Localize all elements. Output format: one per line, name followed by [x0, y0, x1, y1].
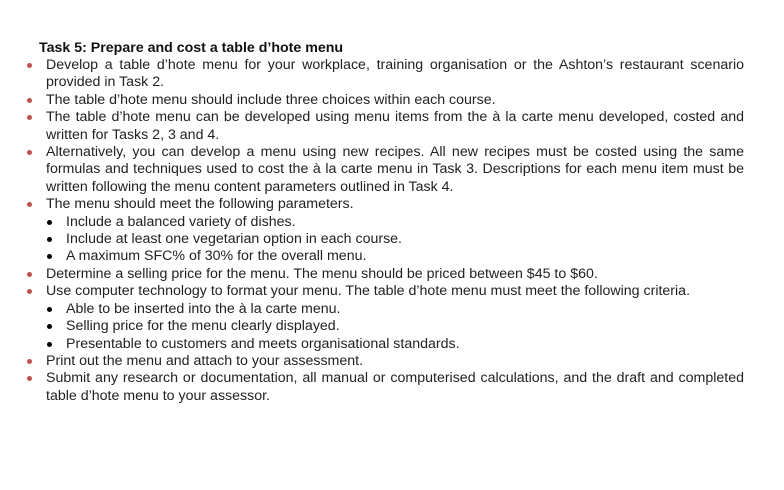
- task-item-text: Use computer technology to format your menu. The table d’hote menu must meet the following criteria.: [46, 283, 691, 300]
- task-item-text: Determine a selling price for the menu. The menu should be priced between $45 to $60.: [46, 265, 598, 282]
- task-item-text: The table d’hote menu can be developed using menu items from the à la carte menu developed, costed and written for Tasks 2, 3 and 4.: [46, 109, 744, 143]
- task-item-computer-technology: [0, 283, 784, 300]
- task-item-text: The table d’hote menu should include three choices within each course.: [46, 91, 496, 108]
- parameter-text: Include at least one vegetarian option in each course.: [66, 231, 402, 248]
- criteria-list: [0, 301, 784, 353]
- task-item-develop: [0, 57, 784, 92]
- task-item-text: The menu should meet the following parameters.: [46, 196, 354, 213]
- black-bullet-icon: [47, 220, 52, 225]
- red-bullet-icon: [27, 63, 32, 68]
- black-bullet-icon: [47, 324, 52, 329]
- black-bullet-icon: [47, 254, 52, 259]
- black-bullet-icon: [47, 307, 52, 312]
- task-list-continued: [0, 266, 784, 301]
- task-item-submit: [0, 370, 784, 405]
- parameter-text: Include a balanced variety of dishes.: [66, 213, 296, 230]
- task-title: Task 5: Prepare and cost a table d’hote menu: [39, 40, 344, 56]
- red-bullet-icon: [27, 359, 32, 364]
- black-bullet-icon: [47, 237, 52, 242]
- red-bullet-icon: [27, 289, 32, 294]
- red-bullet-icon: [27, 98, 32, 103]
- parameter-item: [0, 248, 784, 265]
- red-bullet-icon: [27, 376, 32, 381]
- task-item-new-recipes: [0, 144, 784, 196]
- criteria-item: [0, 301, 784, 318]
- parameter-text: A maximum SFC% of 30% for the overall menu.: [66, 248, 367, 265]
- parameter-item: [0, 231, 784, 248]
- black-bullet-icon: [47, 342, 52, 347]
- task-item-selling-price: [0, 266, 784, 283]
- task-item-three-choices: [0, 92, 784, 109]
- criteria-text: Presentable to customers and meets organisational standards.: [66, 335, 460, 352]
- red-bullet-icon: [27, 115, 32, 120]
- task-item-text: Print out the menu and attach to your assessment.: [46, 352, 364, 369]
- criteria-text: Able to be inserted into the à la carte menu.: [66, 300, 341, 317]
- task-item-text: Alternatively, you can develop a menu using new recipes. All new recipes must be costed using the same formulas and techniques used to cost the à la carte menu in Task 3. Descriptions for each menu item must be written following the menu content parameters outlined in Task 4.: [46, 144, 744, 195]
- task-item-menu-items: [0, 109, 784, 144]
- parameters-list: [0, 214, 784, 266]
- red-bullet-icon: [27, 150, 32, 155]
- red-bullet-icon: [27, 272, 32, 277]
- red-bullet-icon: [27, 202, 32, 207]
- parameter-item: [0, 214, 784, 231]
- criteria-item: [0, 336, 784, 353]
- task-list-final: [0, 353, 784, 405]
- criteria-text: Selling price for the menu clearly displayed.: [66, 318, 340, 335]
- task-list: [0, 57, 784, 214]
- criteria-item: [0, 318, 784, 335]
- task-item-parameters: [0, 196, 784, 213]
- task-item-text: Develop a table d’hote menu for your workplace, training organisation or the Ashton’s restaurant scenario provided in Task 2.: [46, 57, 744, 91]
- task-item-print: [0, 353, 784, 370]
- task-item-text: Submit any research or documentation, all manual or computerised calculations, and the draft and completed table d’hote menu to your assessor.: [46, 370, 744, 404]
- task-document: [0, 40, 784, 405]
